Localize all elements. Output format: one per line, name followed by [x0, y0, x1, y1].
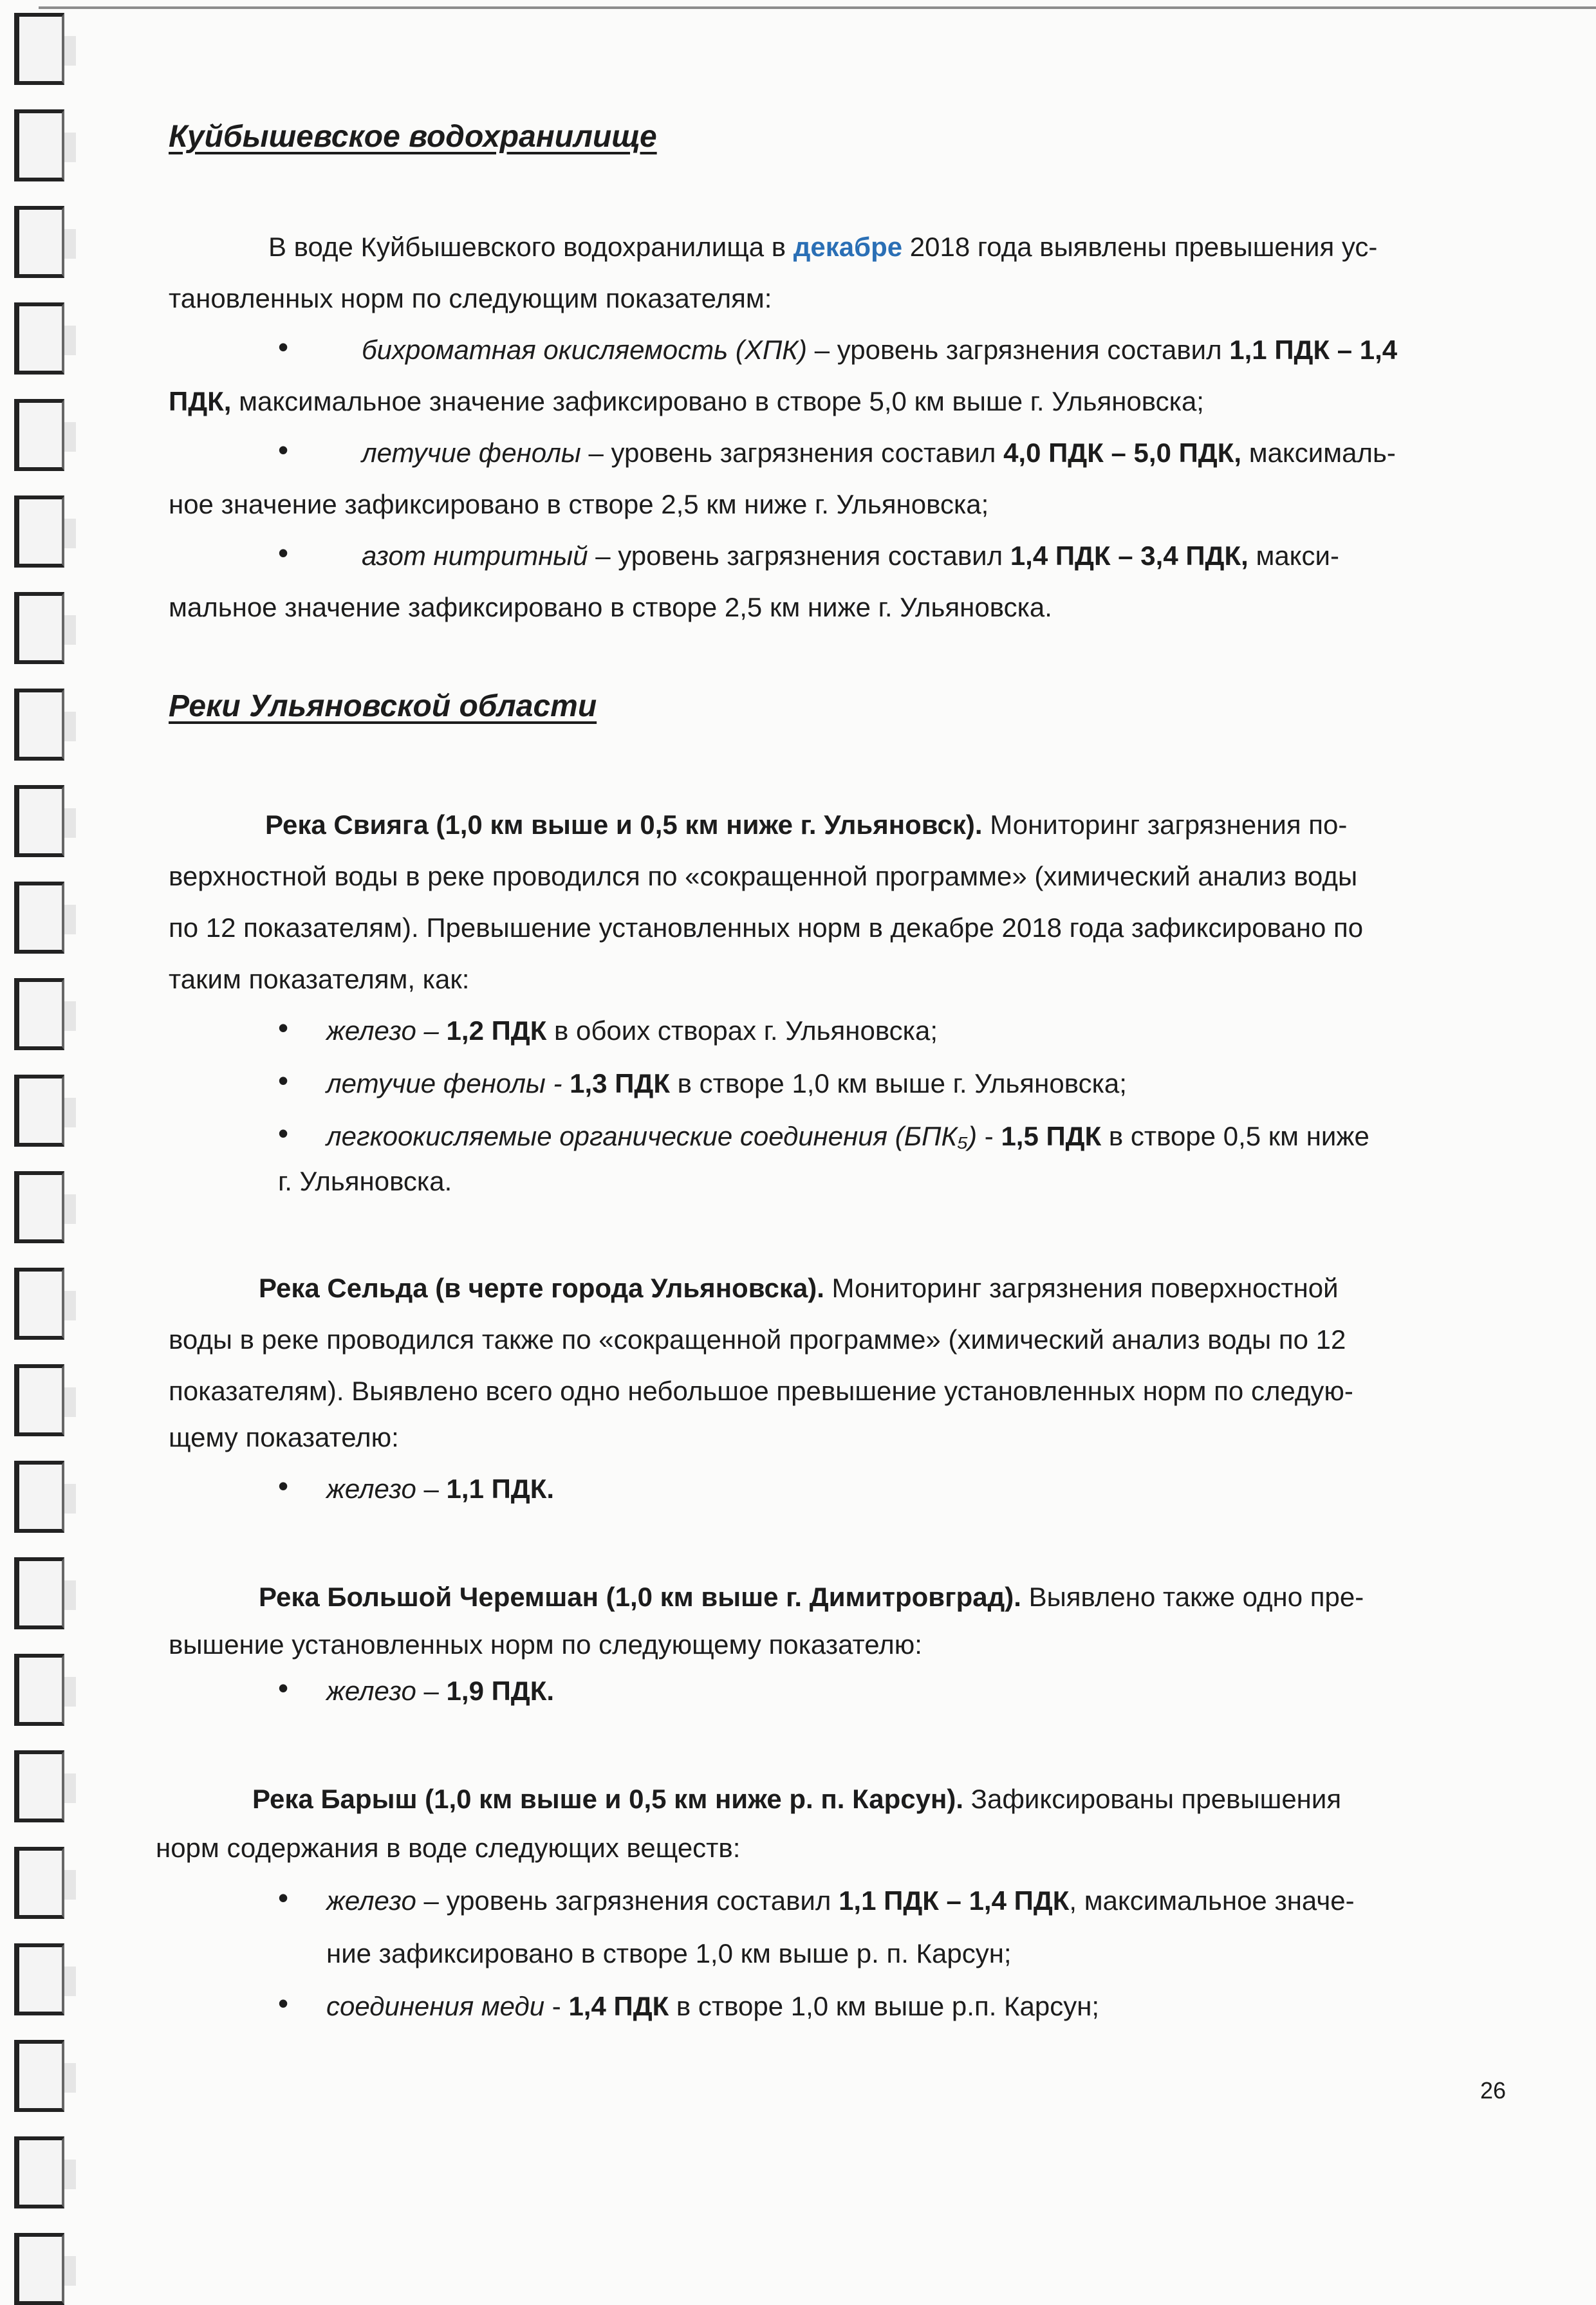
bullet-marker: • — [278, 1011, 289, 1044]
indicator-name: бихроматная окисляемость (ХПК) — [362, 335, 808, 365]
text: Зафиксированы превышения — [963, 1784, 1342, 1814]
river-title: Река Свияга (1,0 км выше и 0,5 км ниже г. Ульяновск). — [265, 810, 983, 840]
value: 1,1 ПДК. — [446, 1474, 555, 1504]
selda-line1 — [259, 1273, 1339, 1304]
bullet-marker: • — [278, 1986, 289, 2020]
month-highlight: декабре — [793, 232, 903, 262]
binding-ring — [14, 1268, 64, 1340]
text: в створе 1,0 км выше г. Ульяновска; — [669, 1068, 1127, 1098]
barysh-item-iron — [326, 1885, 1355, 1916]
binding-ring — [14, 13, 64, 85]
text: максималь- — [1241, 438, 1396, 468]
value: 4,0 ПДК – 5,0 ПДК, — [1003, 438, 1242, 468]
cheremshan-line2: вышение установленных норм по следующему показателю: — [169, 1629, 922, 1660]
binding-ring — [14, 1943, 64, 2015]
binding-ring — [14, 882, 64, 954]
cheremshan-item-iron — [326, 1676, 554, 1707]
binding-ring — [14, 689, 64, 761]
barysh-line1 — [252, 1784, 1341, 1815]
sviyaga-item-bod-line2: г. Ульяновска. — [278, 1166, 452, 1196]
bullet-marker: • — [278, 1469, 289, 1503]
indicator-name: соединения меди — [326, 1991, 545, 2021]
sviyaga-line4: таким показателям, как: — [169, 964, 470, 994]
bullet-nitrite-line2: мальное значение зафиксировано в створе 2,5 км ниже г. Ульяновска. — [169, 592, 1052, 622]
text: Мониторинг загрязнения по- — [982, 810, 1348, 840]
bullet-cod-line2 — [169, 386, 1204, 417]
binding-ring — [14, 1750, 64, 1822]
text: – уровень загрязнения составил — [807, 335, 1230, 365]
binding-ring — [14, 1557, 64, 1629]
text: – уровень загрязнения составил — [416, 1885, 839, 1916]
sviyaga-line2: верхностной воды в реке проводился по «сокращенной программе» (химический анализ воды — [169, 861, 1358, 891]
bullet-marker: • — [278, 1881, 289, 1914]
text: - — [977, 1121, 1001, 1151]
binding-ring — [14, 1171, 64, 1243]
sviyaga-item-phenols — [326, 1068, 1127, 1099]
text: в обоих створах г. Ульяновска; — [546, 1015, 938, 1046]
text: Выявлено также одно пре- — [1021, 1582, 1364, 1612]
text: - — [544, 1991, 569, 2021]
text: , максимальное значе- — [1069, 1885, 1355, 1916]
indicator-name: легкоокисляемые органические соединения (БПК₅) — [326, 1121, 978, 1151]
binding-ring — [14, 592, 64, 664]
indicator-name: азот нитритный — [362, 541, 588, 571]
barysh-line2: норм содержания в воде следующих веществ: — [156, 1833, 741, 1863]
bullet-phenols-line2: ное значение зафиксировано в створе 2,5 км ниже г. Ульяновска; — [169, 489, 989, 519]
binding-ring — [14, 399, 64, 471]
paragraph-intro-line1 — [268, 232, 1377, 263]
text: – уровень загрязнения составил — [588, 541, 1010, 571]
text: – — [416, 1474, 447, 1504]
value: 1,4 ПДК — [568, 1991, 669, 2021]
text: 2018 года выявлены превышения ус- — [902, 232, 1378, 262]
text: В воде Куйбышевского водохранилища в — [268, 232, 793, 262]
bullet-marker: • — [278, 536, 289, 569]
bullet-marker: • — [278, 1064, 289, 1097]
binding-ring — [14, 1075, 64, 1147]
binding-ring — [14, 1847, 64, 1919]
indicator-name: железо — [326, 1474, 416, 1504]
indicator-name: железо — [326, 1885, 416, 1916]
text: максимальное значение зафиксировано в створе 5,0 км выше г. Ульяновска; — [231, 386, 1204, 416]
text: макси- — [1248, 541, 1339, 571]
bullet-nitrite-line1 — [362, 541, 1339, 571]
section-heading-kuibyshev: Куйбышевское водохранилище — [169, 120, 657, 154]
river-title: Река Сельда (в черте города Ульяновска). — [259, 1273, 824, 1303]
text: – — [416, 1676, 447, 1706]
paragraph-intro-line2: тановленных норм по следующим показателям: — [169, 283, 772, 313]
sviyaga-line1 — [265, 810, 1347, 840]
sviyaga-line3: по 12 показателям). Превышение установленных норм в декабре 2018 года зафиксировано по — [169, 912, 1364, 943]
indicator-name: железо — [326, 1676, 416, 1706]
spiral-binding — [0, 0, 84, 2257]
text: – уровень загрязнения составил — [580, 438, 1004, 468]
binding-ring — [14, 206, 64, 278]
binding-ring — [14, 302, 64, 375]
bullet-marker: • — [278, 1116, 289, 1150]
value: 1,9 ПДК. — [446, 1676, 555, 1706]
barysh-item-iron-line2: ние зафиксировано в створе 1,0 км выше р. п. Карсун; — [326, 1938, 1012, 1968]
binding-ring — [14, 1364, 64, 1436]
indicator-name: летучие фенолы - — [326, 1068, 570, 1098]
bullet-marker: • — [278, 330, 289, 364]
sviyaga-item-bod — [326, 1121, 1369, 1152]
bullet-cod-line1 — [362, 335, 1397, 366]
value: 1,1 ПДК – 1,4 — [1229, 335, 1398, 365]
value: 1,4 ПДК – 3,4 ПДК, — [1010, 541, 1248, 571]
indicator-name: железо – — [326, 1015, 447, 1046]
binding-ring — [14, 1654, 64, 1726]
scan-edge-line — [39, 6, 1596, 9]
bullet-marker: • — [278, 433, 289, 467]
selda-line4: щему показателю: — [169, 1422, 399, 1452]
barysh-item-copper — [326, 1991, 1099, 2022]
value: 1,2 ПДК — [446, 1015, 547, 1046]
selda-line3: показателям). Выявлено всего одно небольшое превышение установленных норм по следую- — [169, 1376, 1353, 1406]
selda-item-iron — [326, 1474, 554, 1504]
binding-ring — [14, 2136, 64, 2208]
binding-ring — [14, 495, 64, 568]
binding-ring — [14, 978, 64, 1050]
river-title: Река Большой Черемшан (1,0 км выше г. Димитровград). — [259, 1582, 1021, 1612]
binding-ring — [14, 2040, 64, 2112]
river-title: Река Барыш (1,0 км выше и 0,5 км ниже р. п. Карсун). — [252, 1784, 963, 1814]
text: Мониторинг загрязнения поверхностной — [824, 1273, 1339, 1303]
binding-ring — [14, 2233, 64, 2305]
section-heading-rivers: Реки Ульяновской области — [169, 689, 597, 723]
bullet-marker: • — [278, 1671, 289, 1705]
value: 1,1 ПДК – 1,4 ПДК — [839, 1885, 1070, 1916]
binding-ring — [14, 785, 64, 857]
text: в створе 0,5 км ниже — [1101, 1121, 1369, 1151]
value: 1,3 ПДК — [570, 1068, 670, 1098]
indicator-name: летучие фенолы — [362, 438, 581, 468]
binding-ring — [14, 1461, 64, 1533]
value: 1,5 ПДК — [1001, 1121, 1102, 1151]
value: ПДК, — [169, 386, 232, 416]
binding-ring — [14, 109, 64, 181]
sviyaga-item-iron — [326, 1015, 938, 1046]
cheremshan-line1 — [259, 1582, 1364, 1613]
selda-line2: воды в реке проводился также по «сокращенной программе» (химический анализ воды по 12 — [169, 1324, 1346, 1355]
bullet-phenols-line1 — [362, 438, 1396, 468]
text: в створе 1,0 км выше р.п. Карсун; — [669, 1991, 1100, 2021]
page-number: 26 — [1480, 2077, 1506, 2104]
